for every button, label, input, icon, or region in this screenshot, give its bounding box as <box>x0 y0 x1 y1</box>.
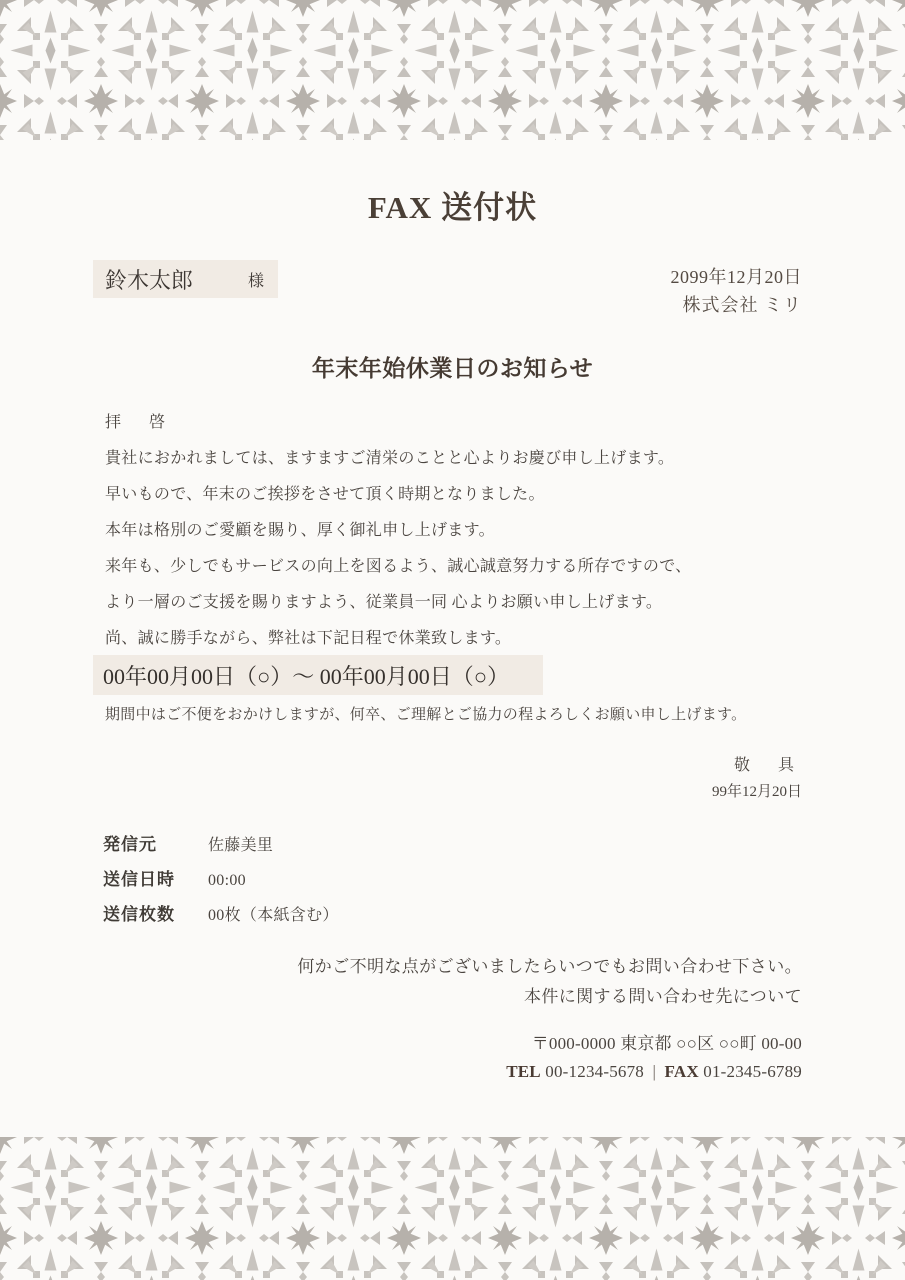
body-line-5: より一層のご支援を賜りますよう、従業員一同 心よりお願い申し上げます。 <box>105 594 663 611</box>
document-date: 2099年12月20日 <box>670 267 802 287</box>
body-line-1: 貴社におかれましては、ますますご清栄のことと心よりお慶び申し上げます。 <box>105 450 675 467</box>
sign-off-block <box>712 752 802 805</box>
fax-number: 01-2345-6789 <box>703 1062 802 1081</box>
tel-number: 00-1234-5678 <box>545 1062 645 1081</box>
body-line-6: 尚、誠に勝手ながら、弊社は下記日程で休業致します。 <box>105 630 512 647</box>
info-row-sender <box>103 830 339 865</box>
fax-label: FAX <box>664 1062 699 1081</box>
body-line-3: 本年は格別のご愛顧を賜り、厚く御礼申し上げます。 <box>105 522 495 539</box>
footer-note-line-2: 本件に関する問い合わせ先について <box>523 987 802 1006</box>
info-value-pagecount: 00枚（本紙含む） <box>208 907 339 924</box>
body-closing-line: 期間中はご不便をおかけしますが、何卒、ご理解とご協力の程よろしくお願い申し上げます。 <box>105 707 747 723</box>
page-title: FAX 送付状 <box>367 190 538 225</box>
info-label-pagecount: 送信枚数 <box>103 905 175 924</box>
recipient-field <box>93 260 278 298</box>
info-row-datetime <box>103 865 339 900</box>
footer-note-line-1: 何かご不明な点がございましたらいつでもお問い合わせ下さい。 <box>297 957 802 976</box>
sign-off-date: 99年12月20日 <box>711 784 802 800</box>
info-label-sender: 発信元 <box>103 835 157 854</box>
footer-address: 〒000-0000 東京都 ○○区 ○○町 00-00 <box>531 1034 802 1053</box>
body-line-2: 早いもので、年末のご挨拶をさせて頂く時期となりました。 <box>105 486 545 503</box>
info-value-datetime: 00:00 <box>208 872 246 889</box>
closure-date-range <box>93 655 543 695</box>
bottom-border-pattern <box>0 1137 905 1280</box>
sender-company-name: 株式会社 ミリ <box>682 295 802 315</box>
info-row-pagecount <box>103 900 339 935</box>
top-border-pattern <box>0 0 905 140</box>
info-value-sender: 佐藤美里 <box>208 837 274 854</box>
transmission-info <box>103 830 339 935</box>
body-salutation: 拝 啓 <box>105 414 172 431</box>
keigu-text: 敬 具 <box>733 757 800 774</box>
info-label-datetime: 送信日時 <box>103 870 175 889</box>
recipient-name: 鈴木太郎 <box>105 267 194 293</box>
body-text <box>105 405 805 657</box>
body-line-4: 来年も、少しでもサービスの向上を図るよう、誠心誠意努力する所存ですので、 <box>105 558 692 575</box>
footer-phone-line <box>297 1058 802 1086</box>
tel-fax-separator: | <box>652 1062 657 1081</box>
tel-label: TEL <box>506 1062 541 1081</box>
header-sender-meta <box>671 264 803 320</box>
footer-contact <box>297 952 802 1086</box>
recipient-honorific: 様 <box>247 272 264 290</box>
document-subject: 年末年始休業日のお知らせ <box>311 356 594 381</box>
closure-date-range-text: 00年00月00日（○）〜 00年00月00日（○） <box>103 663 510 689</box>
